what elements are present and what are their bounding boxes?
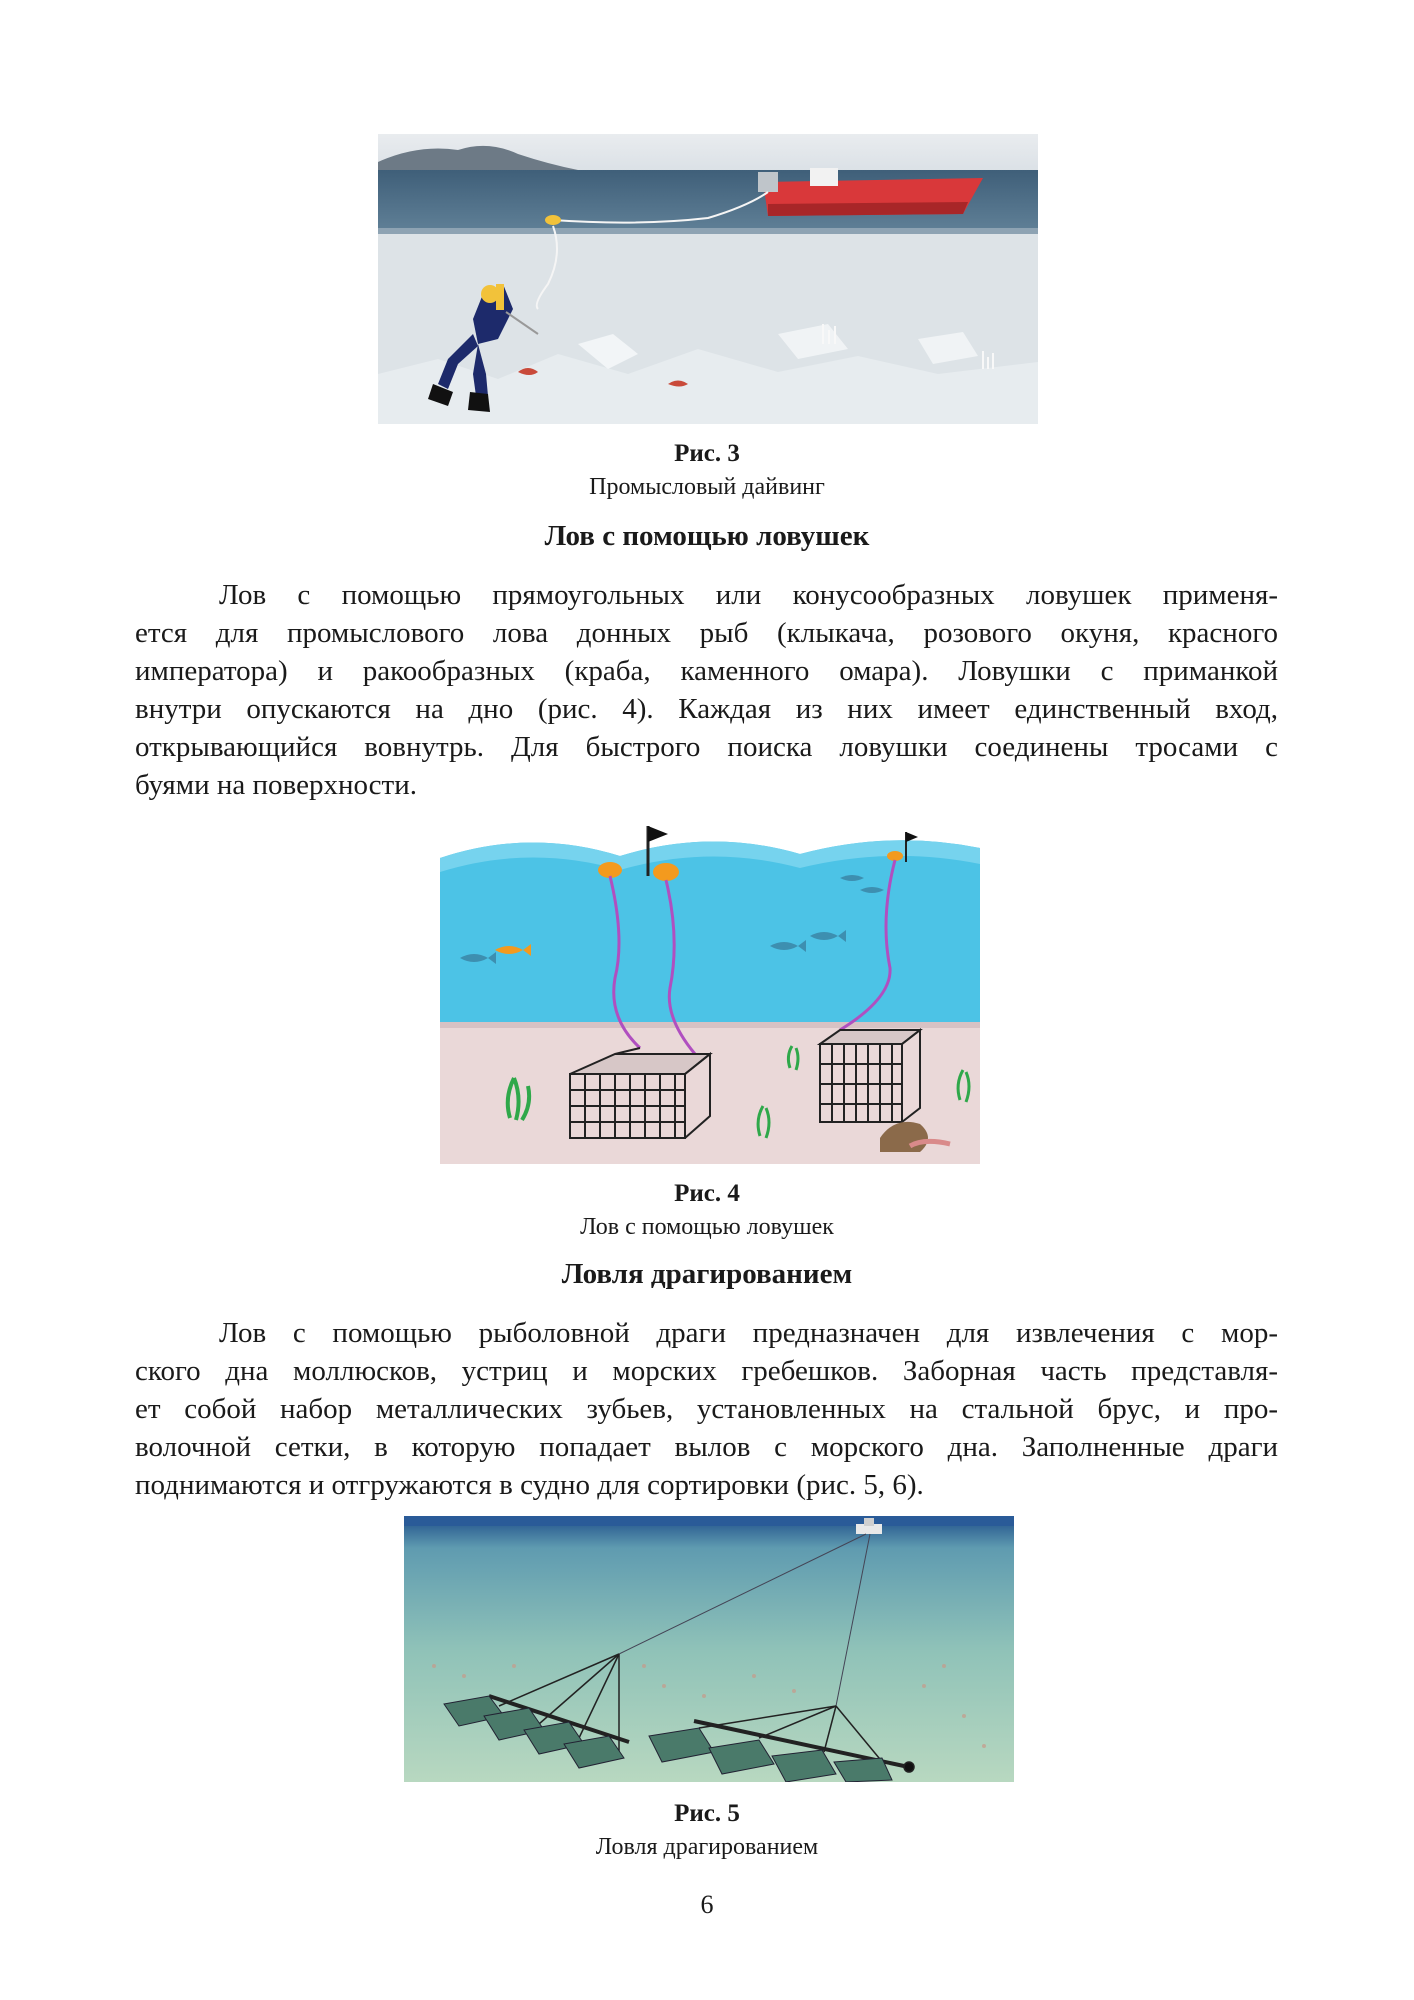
section-paragraph-dredging [135,1314,1278,1504]
section-paragraph-traps [135,576,1278,804]
figure-4-caption: Лов с помощью ловушек [580,1214,834,1240]
section-heading-traps: Лов с помощью ловушек [544,520,870,552]
paragraph-line: императора) и ракообразных (краба, каменного омара). Ловушки с приманкой [135,655,1278,687]
paragraph-line: внутри опускаются на дно (рис. 4). Каждая из них имеет единственный вход, [135,693,1278,725]
section-heading-dredging: Ловля драгированием [561,1258,853,1290]
trap-fishing-illustration [440,818,980,1164]
paragraph-line: волочной сетки, в которую попадает вылов с морского дна. Заполненные драги [135,1431,1278,1463]
figure-4-number: Рис. 4 [674,1180,740,1207]
paragraph-line: ется для промыслового лова донных рыб (клыкача, розового окуня, красного [135,617,1278,649]
figure-5-caption: Ловля драгированием [595,1834,819,1860]
paragraph-line: ет собой набор металлических зубьев, установленных на стальной брус, и про- [135,1393,1278,1425]
figure-5-number: Рис. 5 [674,1800,740,1827]
paragraph-line: Лов с помощью рыболовной драги предназначен для извлечения с мор- [219,1317,1278,1349]
figure-3-number: Рис. 3 [674,440,740,467]
paragraph-line: ского дна моллюсков, устриц и морских гребешков. Заборная часть представля- [135,1355,1278,1387]
dredging-illustration [404,1516,1014,1782]
commercial-diving-illustration [378,134,1038,424]
paragraph-line: поднимаются и отгружаются в судно для сортировки (рис. 5, 6). [135,1469,924,1501]
paragraph-line: Лов с помощью прямоугольных или конусообразных ловушек применя- [219,579,1278,611]
page-number: 6 [700,1890,714,1919]
paragraph-line: открывающийся вовнутрь. Для быстрого поиска ловушки соединены тросами с [135,731,1278,763]
paragraph-line: буями на поверхности. [135,769,417,801]
figure-3-caption: Промысловый дайвинг [589,474,825,500]
